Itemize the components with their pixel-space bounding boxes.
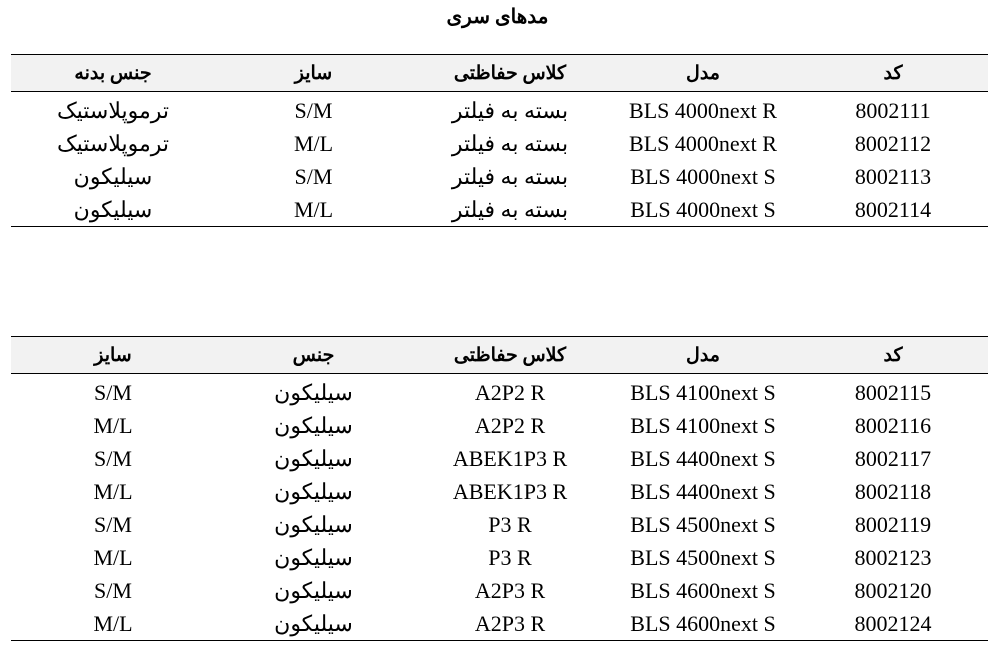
cell-material: سیلیکون <box>274 379 353 405</box>
header-code: کد <box>798 55 988 92</box>
table-row <box>11 574 988 607</box>
cell-protection-class: بسته به فیلتر <box>451 163 569 189</box>
cell-material: سیلیکون <box>274 511 353 537</box>
cell-size: M/L <box>93 412 133 438</box>
cell-code: 8002117 <box>854 445 932 471</box>
cell-model: BLS 4600next S <box>630 577 776 603</box>
cell-material: سیلیکون <box>274 445 353 471</box>
cell-code: 8002120 <box>854 577 932 603</box>
table-row <box>11 92 988 128</box>
cell-size: S/M <box>94 511 132 537</box>
cell-model: BLS 4100next S <box>630 412 776 438</box>
header-model: مدل <box>608 55 798 92</box>
table-header-row <box>11 55 988 92</box>
table-row <box>11 160 988 193</box>
cell-model: BLS 4600next S <box>608 607 798 641</box>
header-protection-class: کلاس حفاظتی <box>412 55 608 92</box>
cell-size: M/L <box>93 544 133 570</box>
cell-material: سیلیکون <box>274 412 353 438</box>
cell-code: 8002115 <box>854 379 932 405</box>
cell-size: S/M <box>294 163 333 189</box>
table-row <box>11 193 988 227</box>
cell-code: 8002114 <box>798 193 988 227</box>
cell-code: 8002123 <box>854 544 932 570</box>
cell-protection-class: A2P2 R <box>474 379 546 405</box>
table-row <box>11 409 988 442</box>
cell-material: سیلیکون <box>215 607 412 641</box>
cell-protection-class: بسته به فیلتر <box>412 193 608 227</box>
cell-size: S/M <box>94 445 132 471</box>
table-row <box>11 127 988 160</box>
cell-model: BLS 4500next S <box>630 511 776 537</box>
document-title: مدهای سری <box>446 6 549 28</box>
table-row <box>11 475 988 508</box>
cell-protection-class: بسته به فیلتر <box>451 97 569 123</box>
table-row <box>11 508 988 541</box>
cell-protection-class: A2P2 R <box>474 412 546 438</box>
table-row <box>11 541 988 574</box>
header-size: سایز <box>215 55 412 92</box>
cell-protection-class: A2P3 R <box>474 577 546 603</box>
series-models-table-1 <box>11 54 988 227</box>
cell-size: S/M <box>294 97 333 123</box>
cell-material: سیلیکون <box>274 577 353 603</box>
header-code: کد <box>798 337 988 374</box>
cell-protection-class: ABEK1P3 R <box>452 445 568 471</box>
cell-protection-class: P3 R <box>488 511 532 537</box>
cell-body-material: سیلیکون <box>73 163 153 189</box>
cell-material: سیلیکون <box>274 478 353 504</box>
header-size: سایز <box>11 337 215 374</box>
cell-code: 8002116 <box>854 412 932 438</box>
cell-protection-class: ABEK1P3 R <box>452 478 568 504</box>
cell-body-material: ترموپلاستیک <box>56 97 170 123</box>
cell-code: 8002118 <box>854 478 932 504</box>
cell-size: S/M <box>94 379 132 405</box>
cell-size: M/L <box>293 130 334 156</box>
cell-code: 8002111 <box>855 97 931 123</box>
cell-code: 8002119 <box>854 511 932 537</box>
header-model: مدل <box>608 337 798 374</box>
cell-model: BLS 4100next S <box>630 379 776 405</box>
cell-size: M/L <box>93 478 133 504</box>
cell-model: BLS 4400next S <box>630 478 776 504</box>
cell-protection-class: P3 R <box>488 544 532 570</box>
cell-code: 8002124 <box>798 607 988 641</box>
cell-size: S/M <box>94 577 132 603</box>
cell-size: M/L <box>11 607 215 641</box>
cell-body-material: سیلیکون <box>11 193 215 227</box>
cell-size: M/L <box>215 193 412 227</box>
cell-material: سیلیکون <box>274 544 353 570</box>
cell-protection-class: بسته به فیلتر <box>451 130 569 156</box>
table-row <box>11 374 988 410</box>
cell-model: BLS 4400next S <box>630 445 776 471</box>
table-row <box>11 442 988 475</box>
header-protection-class: کلاس حفاظتی <box>412 337 608 374</box>
cell-body-material: ترموپلاستیک <box>56 130 170 156</box>
header-material: جنس <box>215 337 412 374</box>
table-header-row <box>11 337 988 374</box>
cell-model: BLS 4000next R <box>629 130 777 156</box>
table-row <box>11 607 988 641</box>
cell-code: 8002112 <box>854 130 932 156</box>
cell-model: BLS 4500next S <box>630 544 776 570</box>
cell-model: BLS 4000next S <box>608 193 798 227</box>
cell-model: BLS 4000next S <box>630 163 776 189</box>
cell-model: BLS 4000next R <box>629 97 777 123</box>
cell-code: 8002113 <box>854 163 932 189</box>
cell-protection-class: A2P3 R <box>412 607 608 641</box>
series-models-table-2 <box>11 336 988 641</box>
header-body-material: جنس بدنه <box>11 55 215 92</box>
